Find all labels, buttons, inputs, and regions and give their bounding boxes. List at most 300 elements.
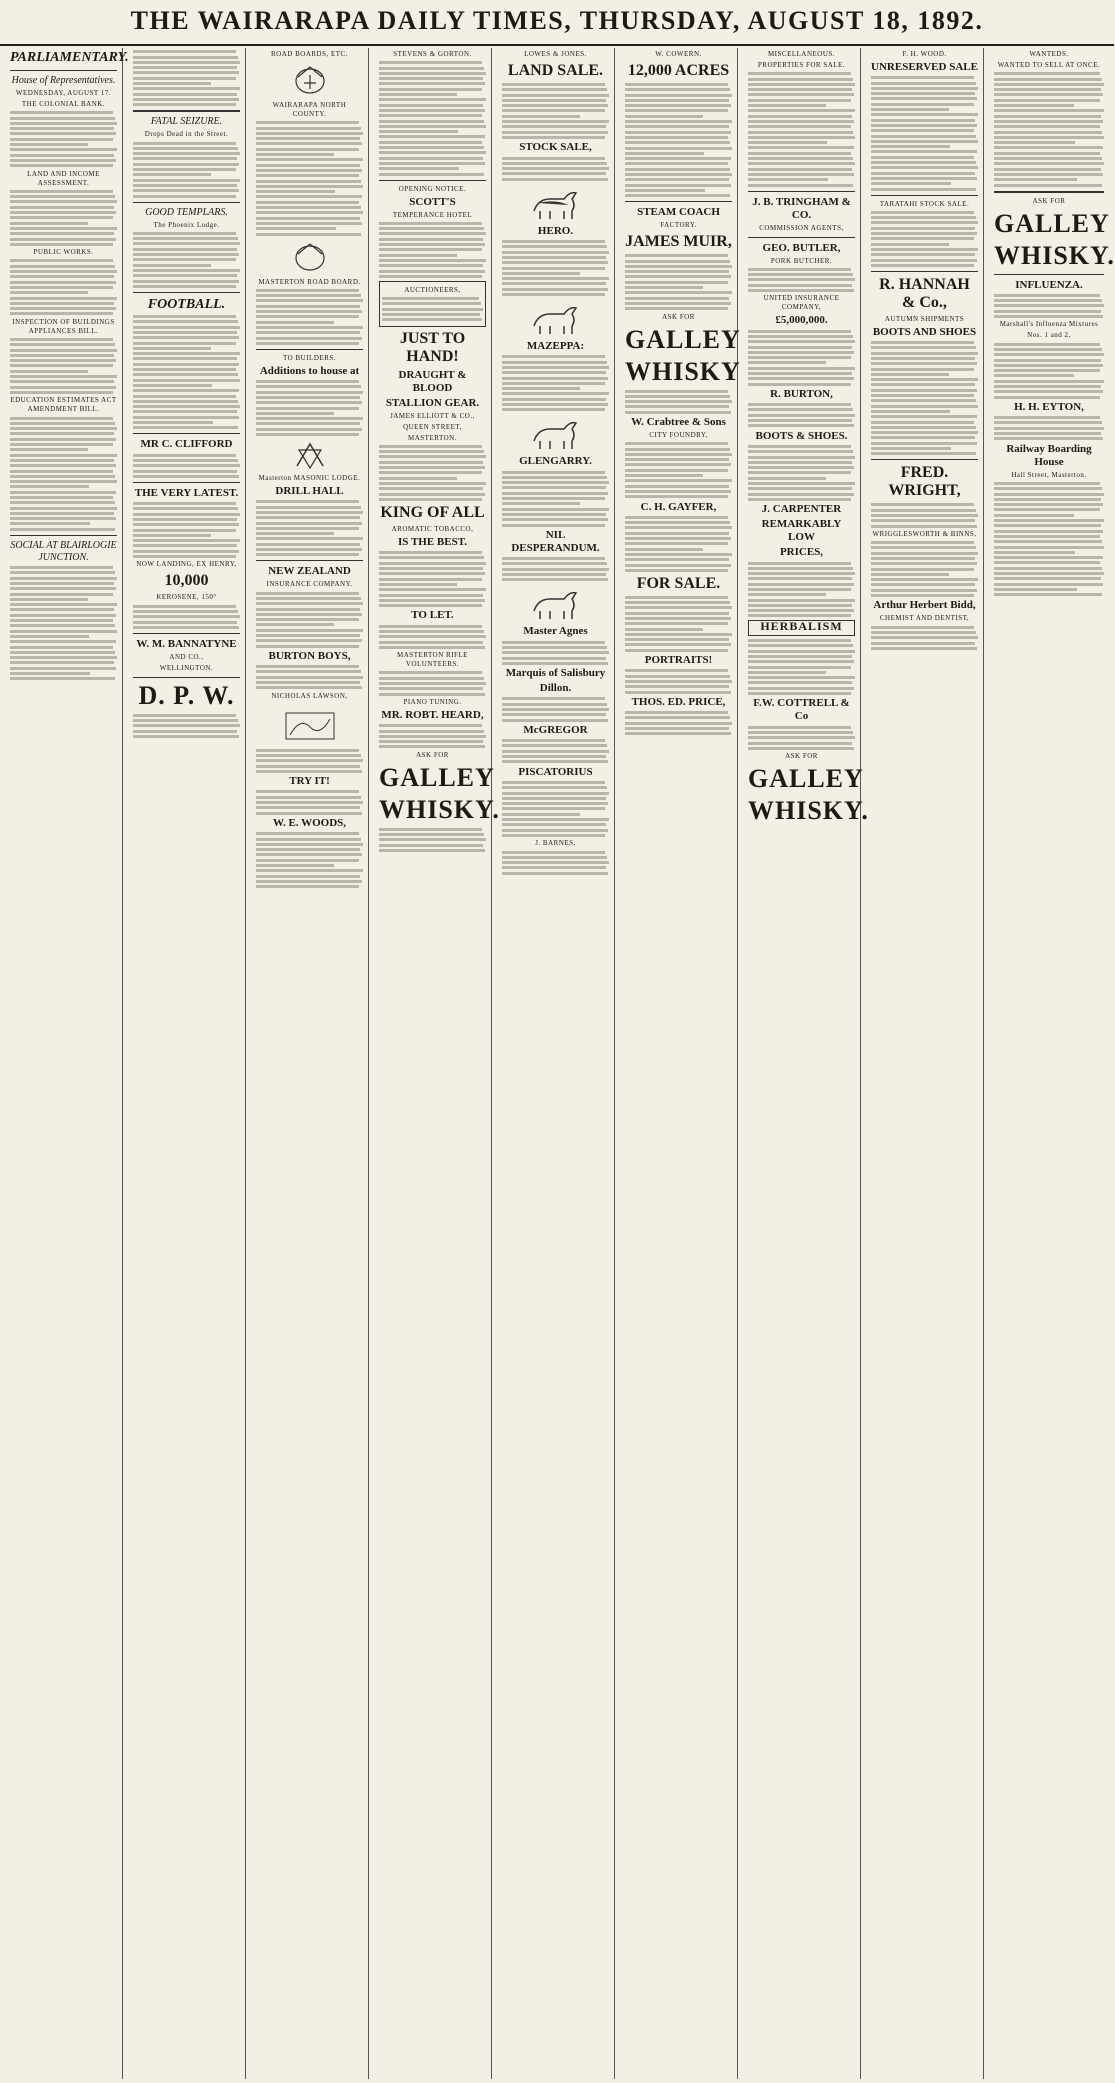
topic-heading: EDUCATION ESTIMATES ACT AMENDMENT BILL. [10,396,117,414]
text-line [133,544,237,547]
stock-sale-heading: STOCK SALE, [519,141,592,154]
text-line [379,104,483,107]
text-line [625,184,731,187]
text-line [994,551,1075,554]
text-line [748,72,851,75]
nil-desperandum: NIL DESPERANDUM. [511,528,600,554]
text-line [502,109,605,112]
text-line [994,514,1074,517]
text-line [625,83,728,86]
auctioneers-heading: AUCTIONEERS, [404,285,461,294]
text-line [871,410,950,413]
text-line [379,551,482,554]
text-line [256,864,334,867]
text-line [379,583,457,586]
text-line [625,115,703,118]
text-line [625,685,729,688]
article-text [625,83,732,197]
text-line [10,281,116,284]
text-line [382,308,483,311]
text-line [379,461,483,464]
text-line [256,331,360,334]
text-line [502,178,608,181]
text-line [133,400,238,403]
piscatorius-heading: PISCATORIUS [518,765,593,778]
article-text [625,442,732,498]
text-line [10,651,115,654]
text-line [10,143,88,146]
text-line [10,598,88,601]
text-line [256,211,363,214]
text-line [10,443,113,446]
text-line [256,132,363,135]
text-line [748,477,826,480]
text-line [871,452,976,455]
text-line [502,750,609,753]
text-line [748,604,852,607]
text-line [994,396,1100,399]
horse-icon [528,300,584,336]
text-line [994,385,1101,388]
article-text [256,380,363,436]
text-line [379,477,457,480]
text-line [10,312,113,315]
text-line [871,166,978,169]
topic-heading: LAND AND INCOME ASSESSMENT. [27,169,100,187]
acres-heading: 12,000 ACRES [627,62,730,79]
text-line [502,83,605,86]
article-text [871,76,978,190]
article-text [502,851,609,875]
topic-heading: INSPECTION OF BUILDINGS APPLIANCES BILL. [12,317,115,335]
article-text [748,562,855,618]
text-line [625,537,731,540]
text-line [256,618,359,621]
text-line [10,571,115,574]
text-line [10,496,113,499]
text-line [994,78,1102,81]
text-line [256,506,361,509]
article-text [748,726,855,750]
text-line [625,141,730,144]
text-line [625,104,731,107]
wanteds-heading: WANTEDS. [1029,50,1069,58]
article-text [502,157,609,181]
text-line [748,131,853,134]
text-line [10,138,113,141]
article-text [871,341,978,455]
article-text [133,502,240,558]
text-line [625,532,729,535]
just-to-hand: JUST TO HAND! [399,329,466,365]
text-line [871,631,976,634]
text-line [10,349,117,352]
text-line [994,359,1101,362]
text-line [133,621,237,624]
column-4 [379,48,500,2079]
text-line [625,189,705,192]
article-text [625,711,732,735]
text-line [502,162,607,165]
pork-heading: PORK BUTCHER. [770,256,833,265]
text-line [871,389,977,392]
text-line [10,464,116,467]
text-line [994,374,1074,377]
text-line [133,274,237,277]
article-text [256,121,363,235]
text-line [256,790,359,793]
text-line [748,644,853,647]
text-line [10,380,114,383]
text-line [625,173,732,176]
article-text [10,111,117,167]
text-line [502,261,608,264]
text-line [871,519,975,522]
text-line [625,716,730,719]
lodge-heading: Masterton MASONIC LODGE. [258,474,361,483]
text-line [502,88,607,91]
article-text [625,254,732,310]
text-line [502,172,606,175]
text-line [256,853,362,856]
text-line [748,367,855,370]
text-line [10,630,117,633]
text-line [256,428,362,431]
text-line [502,823,606,826]
text-line [382,302,481,305]
article-text [502,557,609,581]
text-line [871,182,951,185]
text-line [625,400,732,403]
text-line [625,147,732,150]
whisky-heading: WHISKY. [994,240,1115,270]
text-line [10,427,117,430]
text-line [133,103,236,106]
text-line [10,216,113,219]
text-line [994,294,1100,297]
text-line [256,676,363,679]
text-line [502,387,580,390]
text-line [256,315,359,318]
text-line [748,487,852,490]
text-line [871,557,975,560]
text-line [871,156,974,159]
text-line [994,120,1103,123]
article-text [133,142,240,198]
text-line [625,516,728,519]
text-line [748,482,855,485]
text-line [748,660,854,663]
text-line [133,320,238,323]
text-line [502,568,609,571]
article-text [133,232,240,288]
text-line [256,380,359,383]
article-text [10,259,117,315]
text-line [748,671,826,674]
text-line [10,470,113,473]
railway-heading: Railway Boarding House [1006,442,1092,468]
text-line [10,122,117,125]
text-line [748,593,826,596]
text-line [256,433,359,436]
text-line [994,104,1074,107]
text-line [256,299,363,302]
text-line [256,759,363,762]
autumn-heading: AUTUMN SHIPMENTS [884,314,965,323]
text-line [133,248,237,251]
text-line [10,485,89,488]
influenza-heading: INFLUENZA. [1015,278,1083,291]
text-line [10,417,113,420]
text-line [10,391,113,394]
text-line [379,254,457,257]
text-line [133,157,237,160]
road-board-heading: MASTERTON ROAD BOARD. [258,277,361,286]
text-line [871,108,949,111]
text-line [256,164,360,167]
text-line [871,426,976,429]
text-line [748,141,827,144]
text-line [994,421,1102,424]
text-line [256,337,362,340]
text-line [502,157,605,160]
text-line [133,61,240,64]
misc-heading: MISCELLANEOUS. [767,50,836,58]
text-line [994,152,1100,155]
text-line [625,548,703,551]
text-line [379,641,483,644]
additions-heading: Additions to house at [259,364,360,377]
text-line [379,578,482,581]
text-line [256,153,334,156]
text-line [133,87,240,90]
text-line [133,605,236,608]
text-line [502,288,608,291]
article-text [133,714,240,738]
text-line [379,93,457,96]
bannatyne-sub: AND CO., [169,652,204,661]
text-line [379,157,483,160]
text-line [256,639,362,642]
ask-for: ASK FOR [416,750,449,759]
article-text [256,289,363,345]
text-line [871,447,951,450]
social-heading: SOCIAL AT BLAIRLOGIE JUNCTION. [10,539,117,563]
text-line [10,164,113,167]
text-line [256,233,361,236]
text-line [502,355,605,358]
text-line [502,797,606,800]
text-line [10,154,114,157]
text-line [625,302,731,305]
text-line [502,818,609,821]
horse-icon [528,185,584,221]
text-line [256,754,361,757]
text-line [133,714,236,717]
text-line [256,670,361,673]
text-line [625,120,732,123]
article-text [994,343,1104,399]
text-line [625,131,731,134]
gayfer-heading: C. H. GAYFER, [640,500,717,513]
text-line [625,281,728,284]
text-line [625,617,731,620]
text-line [871,436,975,439]
article-text [379,671,486,695]
text-line [379,125,486,128]
article-text [256,500,363,556]
text-line [994,364,1103,367]
text-line [748,335,853,338]
text-line [994,493,1104,496]
text-line [256,796,361,799]
text-line [748,162,855,165]
text-line [379,455,486,458]
text-line [625,691,731,694]
text-line [625,474,703,477]
text-line [10,111,113,114]
text-line [133,147,238,150]
text-line [256,401,362,404]
text-line [625,711,728,714]
text-line [994,498,1101,501]
text-line [871,243,949,246]
text-line [256,326,363,329]
text-line [133,163,239,166]
text-line [748,577,852,580]
text-line [256,385,361,388]
text-line [10,117,115,120]
text-line [133,539,240,542]
text-line [871,82,976,85]
text-line [871,135,976,138]
text-line [625,558,729,561]
text-line [871,509,976,512]
text-line [994,310,1101,313]
marquis-heading: Marquis of Salisbury [505,667,606,680]
text-line [502,856,607,859]
text-line [379,77,483,80]
text-line [133,189,239,192]
text-line [748,567,853,570]
ask-for: ASK FOR [662,312,695,321]
text-line [994,72,1100,75]
text-line [625,297,729,300]
text-line [748,184,853,187]
text-line [10,656,117,659]
newspaper-title: THE WAIRARAPA DAILY TIMES, THURSDAY, AUGUST 18, 1892. [130,6,984,35]
text-line [748,125,851,128]
text-line [871,394,974,397]
text-line [625,469,728,472]
text-line [748,83,855,86]
text-line [133,513,240,516]
text-line [625,479,732,482]
text-line [871,415,977,418]
text-line [871,562,977,565]
text-line [133,379,240,382]
hannah-heading: R. HANNAH & Co., [879,275,970,311]
text-line [748,736,855,739]
text-line [10,238,116,241]
text-line [748,330,851,333]
ask-for: ASK FOR [785,752,818,761]
text-line [502,167,609,170]
text-line [256,686,362,689]
mixtures-no: Nos. 1 and 2, [1027,331,1071,340]
to-let-heading: TO LET. [411,609,454,622]
auctioneers-ad [379,281,486,327]
text-line [625,542,728,545]
text-line [994,427,1104,430]
templars-heading: GOOD TEMPLARS. [145,206,228,218]
text-line [994,131,1102,134]
text-line [133,507,238,510]
text-line [748,461,852,464]
text-line [871,357,975,360]
text-line [994,369,1100,372]
text-line [133,410,237,413]
text-line [10,501,115,504]
crest-icon [290,240,330,274]
muir-heading: JAMES MUIR, [625,233,732,251]
text-line [994,487,1102,490]
house-heading: House of Representatives. [11,75,116,86]
ask-for: ASK FOR [1032,196,1066,205]
text-line [871,113,978,116]
text-line [379,88,482,91]
text-line [256,294,361,297]
land-sale-heading: LAND SALE. [507,62,604,79]
cottrell-heading: F.W. COTTRELL & Co [753,697,850,723]
text-line [994,567,1102,570]
column-2 [133,48,240,2079]
text-line [502,366,609,369]
text-line [625,453,732,456]
article-text [256,790,363,814]
text-line [10,286,113,289]
text-line [256,407,359,410]
herbalism-banner [748,620,855,636]
barnes-heading: J. BARNES, [535,839,576,848]
steam-coach-heading: STEAM COACH [637,206,720,219]
text-line [133,264,211,267]
article-text [994,416,1104,440]
whisky-heading: WHISKY. [748,796,869,826]
latest-heading: THE VERY LATEST. [134,486,239,499]
stallion-heading: STALLION GEAR. [385,396,480,409]
text-line [379,471,482,474]
text-line [133,77,236,80]
text-line [994,93,1103,96]
text-line [748,146,854,149]
text-line [625,275,731,278]
text-line [871,253,975,256]
text-line [871,642,975,645]
text-line [379,61,482,64]
text-line [379,109,485,112]
fatal-seizure-heading: FATAL SEIZURE. [150,116,223,128]
parliamentary-heading: PARLIAMENTARY. [10,50,129,65]
text-line [10,566,113,569]
text-line [379,635,486,638]
article-text [382,297,483,321]
text-line [502,492,608,495]
text-line [502,272,580,275]
text-line [502,792,609,795]
text-line [871,373,949,376]
text-line [748,284,852,287]
